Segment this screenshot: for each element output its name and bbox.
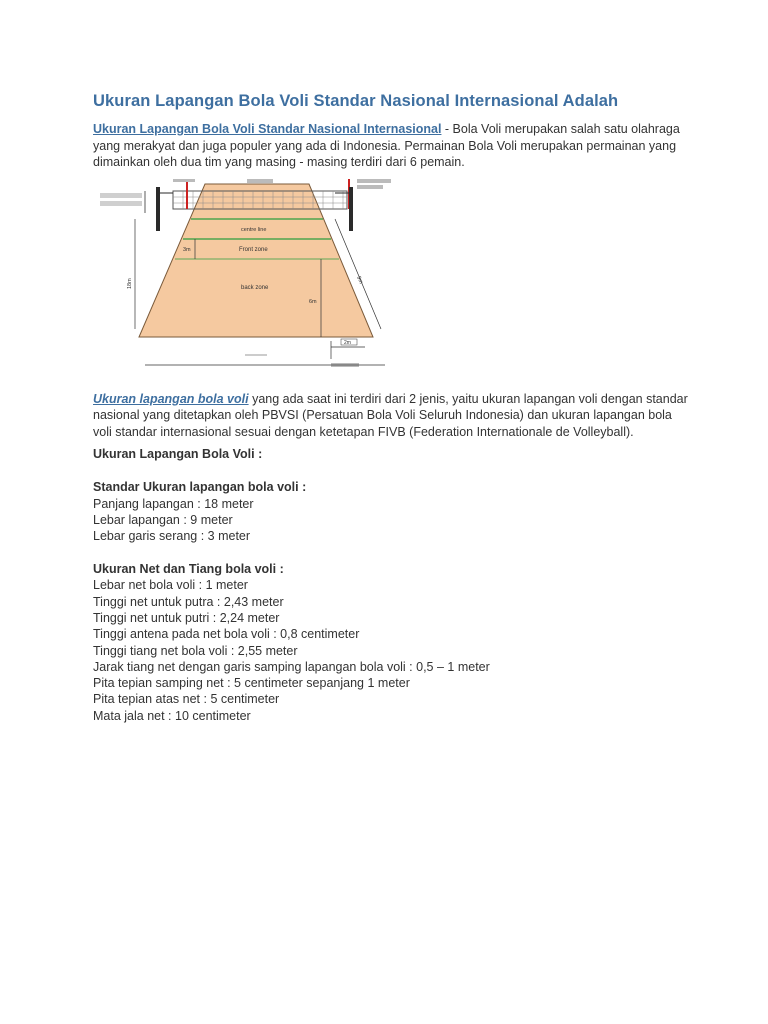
volleyball-court-diagram (95, 179, 395, 379)
court-surface (139, 184, 373, 337)
list-item: Panjang lapangan : 18 meter (93, 496, 254, 511)
list-item: Jarak tiang net dengan garis samping lapangan bola voli : 0,5 – 1 meter (93, 659, 490, 674)
back-dim-label: 6m (309, 298, 317, 305)
list-item: Pita tepian atas net : 5 centimeter (93, 692, 280, 707)
post-left (156, 187, 160, 231)
list-item: Tinggi net untuk putri : 2,24 meter (93, 610, 280, 625)
width-dim-label: 9m (355, 274, 364, 285)
front-zone-label: Front zone (239, 246, 268, 253)
list-item: Tinggi tiang net bola voli : 2,55 meter (93, 643, 298, 658)
intro-paragraph (93, 121, 693, 171)
body-text: yang ada saat ini terdiri dari 2 jenis, yaitu ukuran lapangan voli dengan standar nasional yang ditetapkan oleh PBVSI (Persatuan Bola Voli Seluruh Indonesia) dan ukuran lapangan bola voli standar internasional sesuai dengan ketetapan FIVB (Federation Internationale de Volleyball). (93, 391, 688, 439)
page-title: Ukuran Lapangan Bola Voli Standar Nasional Internasional Adalah (93, 92, 619, 110)
side-dim-label: 2m (344, 339, 351, 346)
back-zone-label: back zone (241, 284, 269, 291)
article (93, 92, 693, 724)
body-paragraph (93, 391, 693, 441)
list-item: Lebar garis serang : 3 meter (93, 529, 251, 544)
list-item: Tinggi antena pada net bola voli : 0,8 centimeter (93, 627, 360, 642)
list-item: Mata jala net : 10 centimeter (93, 708, 251, 723)
court-heading: Standar Ukuran lapangan bola voli : (93, 480, 307, 494)
list-item: Lebar lapangan : 9 meter (93, 512, 233, 527)
centre-line-label: centre line (241, 226, 267, 233)
front-dim-label: 3m (183, 246, 191, 253)
list-item: Pita tepian samping net : 5 centimeter sepanjang 1 meter (93, 676, 410, 691)
net-heading: Ukuran Net dan Tiang bola voli : (93, 561, 284, 576)
list-item: Tinggi net untuk putra : 2,43 meter (93, 594, 284, 609)
list-item: Lebar net bola voli : 1 meter (93, 578, 248, 593)
post-right (349, 187, 353, 231)
length-dim-label: 18m (127, 277, 133, 289)
court-list (93, 496, 693, 545)
body-link[interactable]: Ukuran lapangan bola voli (93, 391, 249, 406)
main-heading: Ukuran Lapangan Bola Voli : (93, 447, 263, 461)
net-list (93, 577, 693, 724)
intro-link[interactable]: Ukuran Lapangan Bola Voli Standar Nasional Internasional (93, 122, 442, 136)
intro-text: - Bola Voli merupakan salah satu olahraga yang merakyat dan juga populer yang ada di Indonesia. Permainan Bola Voli merupakan permainan yang dimainkan oleh dua tim yang masing - masing terdiri dari 6 pemain. (93, 122, 680, 169)
